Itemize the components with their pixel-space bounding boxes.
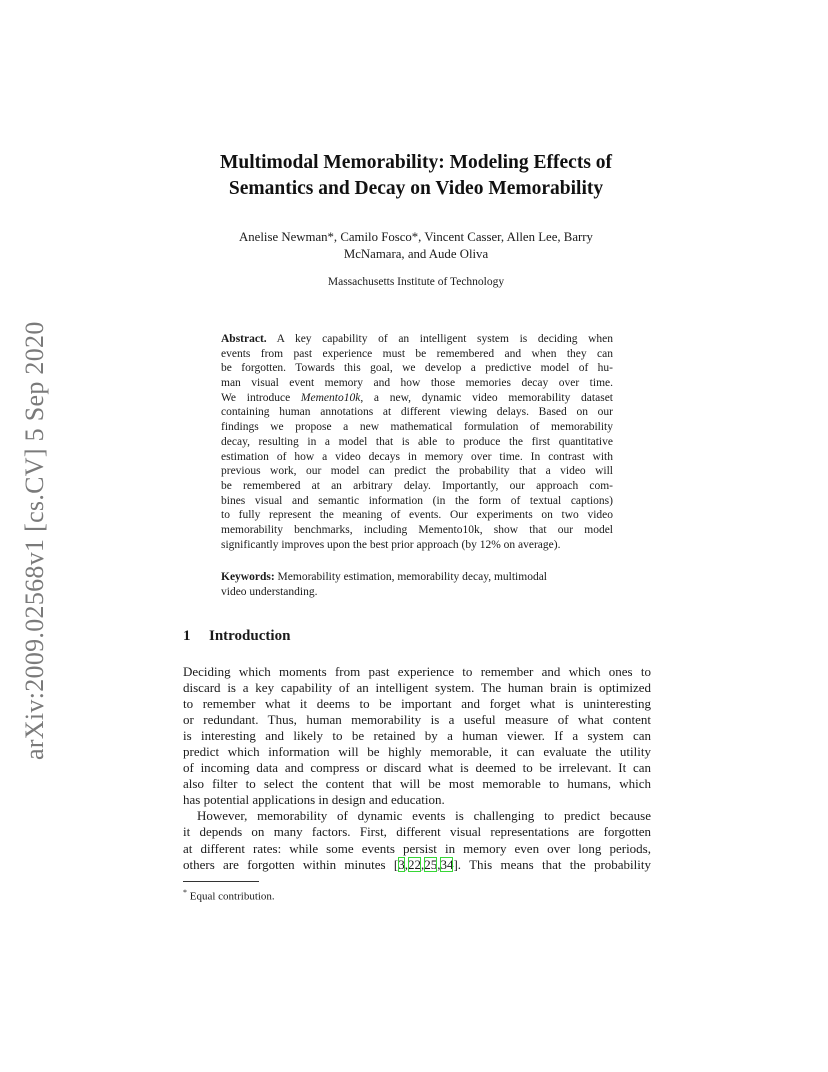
title-line-1: Multimodal Memorability: Modeling Effects of bbox=[219, 152, 613, 173]
paper-title bbox=[150, 150, 682, 202]
abstract-line: be remembered at an arbitrary delay. Importantly, our approach com- bbox=[221, 479, 613, 492]
title-line-2: Semantics and Decay on Video Memorability bbox=[228, 178, 604, 199]
citation-link[interactable]: 22 bbox=[407, 856, 421, 872]
dataset-name: Memento10k bbox=[300, 391, 361, 404]
abstract-line: be forgotten. Towards this goal, we develop a predictive model of hu- bbox=[221, 362, 613, 375]
footnote-text: Equal contribution. bbox=[187, 890, 275, 903]
body-line: is interesting and likely to be retained by a human viewer. If a system can bbox=[183, 728, 651, 744]
citation-link[interactable]: 25 bbox=[424, 856, 438, 872]
body-line: to remember what it deems to be important and forget what is uninteresting bbox=[183, 696, 651, 712]
abstract-line: man visual event memory and how those memories decay over time. bbox=[221, 377, 613, 390]
keywords bbox=[221, 570, 613, 599]
abstract-line: decay, resulting in a model that is able to produce the first quantitative bbox=[221, 435, 613, 448]
footnote bbox=[183, 886, 275, 904]
abstract-label: Abstract. bbox=[221, 333, 267, 345]
body-line: or redundant. Thus, human memorability is a useful measure of what content bbox=[183, 712, 651, 728]
abstract-line: significantly improves upon the best prior approach (by 12% on average). bbox=[221, 538, 561, 551]
abstract-line: estimation of how a video decays in memory over time. In contrast with bbox=[221, 450, 613, 463]
abstract-line: findings we propose a new mathematical formulation of memorability bbox=[221, 421, 613, 434]
citation-link[interactable]: 3 bbox=[398, 856, 405, 872]
section-number: 1 bbox=[183, 628, 191, 644]
section-title: Introduction bbox=[209, 628, 291, 644]
abstract-line: previous work, our model can predict the probability that a video will bbox=[221, 465, 613, 478]
body-line: Deciding which moments from past experience to remember and which ones to bbox=[183, 664, 651, 679]
abstract-line: events from past experience must be remembered and when they can bbox=[221, 347, 613, 360]
keywords-line-2: video understanding. bbox=[221, 585, 318, 598]
footnote-rule bbox=[183, 881, 259, 882]
section-heading bbox=[183, 628, 290, 645]
keywords-label: Keywords: bbox=[221, 571, 275, 583]
body-line: discard is a key capability of an intelligent system. The human brain is optimized bbox=[183, 680, 651, 696]
introduction-body bbox=[183, 664, 651, 873]
body-line: has potential applications in design and education. bbox=[183, 792, 445, 808]
affiliation: Massachusetts Institute of Technology bbox=[327, 276, 505, 288]
abstract bbox=[221, 332, 613, 552]
body-line: However, memorability of dynamic events is challenging to predict because bbox=[197, 808, 651, 824]
authors-line-2: McNamara, and Aude Oliva bbox=[343, 246, 489, 261]
body-line: others are forgotten within minutes [3,22,25,34]. This means that the probability bbox=[183, 856, 651, 872]
abstract-line: We introduce Memento10k, a new, dynamic video memorability dataset bbox=[221, 391, 613, 404]
body-line: of incoming data and compress or discard what is deemed to be irrelevant. It can bbox=[183, 760, 651, 776]
abstract-line: Abstract. A key capability of an intelligent system is deciding when bbox=[221, 333, 613, 345]
body-line: predict which information will be highly memorable, it can evaluate the utility bbox=[183, 744, 651, 760]
footnote-marker: * bbox=[183, 888, 187, 897]
abstract-line: bines visual and semantic information (in the form of textual captions) bbox=[221, 494, 613, 507]
keywords-line-1: Keywords: Memorability estimation, memorability decay, multimodal bbox=[221, 571, 547, 583]
arxiv-identifier-stamp[interactable]: arXiv:2009.02568v1 [cs.CV] 5 Sep 2020 bbox=[20, 321, 49, 760]
authors-line-1: Anelise Newman*, Camilo Fosco*, Vincent Casser, Allen Lee, Barry bbox=[239, 230, 593, 244]
abstract-line: to fully represent the meaning of events. Our experiments on two video bbox=[221, 509, 613, 522]
body-line: it depends on many factors. First, different visual representations are forgotten bbox=[183, 824, 651, 840]
body-line: at different rates: while some events persist in memory even over long periods, bbox=[183, 840, 651, 856]
abstract-line: containing human annotations at different viewing delays. Based on our bbox=[221, 406, 613, 419]
abstract-line: memorability benchmarks, including Memento10k, show that our model bbox=[221, 523, 613, 536]
body-line: also filter to select the content that will be most memorable to humans, which bbox=[183, 776, 651, 792]
citation-link[interactable]: 34 bbox=[440, 856, 454, 872]
author-list bbox=[170, 229, 662, 262]
